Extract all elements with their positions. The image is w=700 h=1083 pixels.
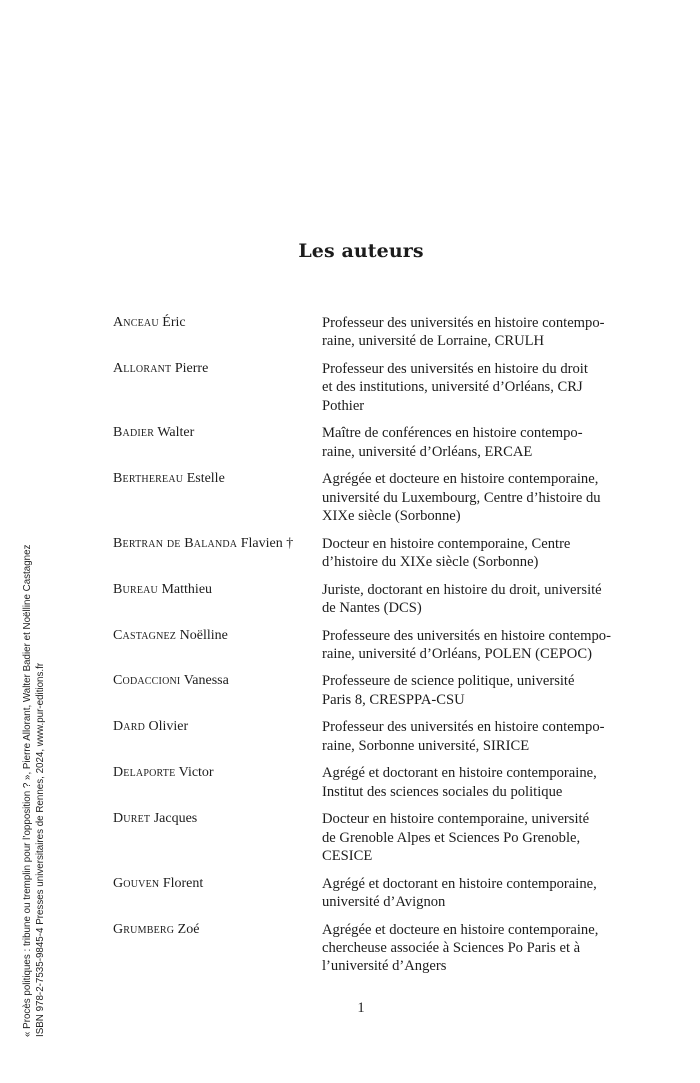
author-surname: Castagnez (113, 627, 177, 643)
page-title: Les auteurs (298, 240, 424, 262)
author-surname: Anceau (113, 315, 159, 330)
author-entry (113, 424, 613, 461)
author-given-name: Éric (162, 315, 186, 330)
author-entry (113, 810, 613, 865)
author-entry (113, 875, 613, 912)
affiliation-line: Professeure de science politique, université (322, 673, 575, 690)
author-affiliation (322, 810, 611, 865)
author-given-name: Victor (178, 765, 214, 781)
affiliation-line: raine, université d’Orléans, ERCAE (322, 443, 533, 460)
affiliation-line: Professeur des universités en histoire du droit (322, 360, 588, 377)
affiliation-line: Professeur des universités en histoire contempo- (322, 719, 605, 736)
author-given-name: Walter (157, 425, 195, 441)
affiliation-line: Agrégée et docteure en histoire contemporaine, (322, 921, 599, 938)
author-given-name: Matthieu (161, 581, 213, 597)
author-name (113, 672, 322, 709)
affiliation-line: université du Luxembourg, Centre d’histoire du (322, 489, 601, 506)
affiliation-line: Professeure des universités en histoire contempo- (322, 627, 611, 644)
affiliation-line: de Nantes (DCS) (322, 599, 422, 616)
affiliation-line: l’université d’Angers (322, 958, 447, 975)
affiliation-line: et des institutions, université d’Orléans, CRJ (322, 379, 583, 396)
author-name (113, 424, 322, 461)
author-entry (113, 921, 613, 976)
author-name (113, 581, 322, 618)
affiliation-line: raine, université de Lorraine, CRULH (322, 333, 545, 350)
author-affiliation (322, 764, 611, 801)
author-entry (113, 360, 613, 415)
author-surname: Badier (113, 425, 155, 441)
author-surname: Delaporte (113, 765, 176, 781)
author-entry (113, 764, 613, 801)
author-given-name: Noëlline (179, 627, 228, 643)
author-surname: Dard (113, 719, 146, 735)
author-entry (113, 718, 613, 755)
author-surname: Duret (113, 811, 151, 827)
author-affiliation (322, 581, 611, 618)
author-given-name: Jacques (153, 811, 198, 827)
author-surname: Gouven (113, 875, 160, 891)
author-given-name: Flavien † (240, 535, 294, 551)
author-given-name: Florent (162, 875, 204, 891)
author-surname: Allorant (113, 360, 172, 376)
affiliation-line: Agrégée et docteure en histoire contemporaine, (322, 471, 599, 488)
affiliation-line: Professeur des universités en histoire contempo- (322, 315, 605, 331)
author-affiliation (322, 718, 611, 755)
author-name (113, 535, 322, 572)
author-entry (113, 627, 613, 664)
affiliation-line: de Grenoble Alpes et Sciences Po Grenoble, (322, 829, 581, 846)
author-name (113, 718, 322, 755)
side-note-line-2: ISBN 978-2-7535-9845-4 Presses universitaires de Rennes, 2024, www.pur-editions.fr (34, 662, 46, 1037)
affiliation-line: Juriste, doctorant en histoire du droit, université (322, 581, 602, 598)
author-name (113, 627, 322, 664)
author-given-name: Estelle (186, 471, 225, 487)
author-affiliation (322, 424, 611, 461)
author-name (113, 764, 322, 801)
affiliation-line: Pothier (322, 397, 365, 414)
affiliation-line: université d’Avignon (322, 894, 446, 911)
affiliation-line: XIXe siècle (Sorbonne) (322, 507, 461, 524)
affiliation-line: Docteur en histoire contemporaine, université (322, 811, 590, 828)
author-surname: Codaccioni (113, 673, 181, 689)
author-surname: Grumberg (113, 921, 175, 937)
author-affiliation (322, 921, 611, 976)
side-note-line-1: « Procès politiques : tribune ou tremplin pour l’opposition ? », Pierre Allorant, Walter Badier et Noëlline Castagnez (22, 544, 33, 1037)
author-affiliation (322, 672, 611, 709)
author-affiliation (322, 535, 611, 572)
author-entry (113, 672, 613, 709)
author-affiliation (322, 470, 611, 525)
author-given-name: Olivier (148, 719, 189, 735)
affiliation-line: Paris 8, CRESPPA-CSU (322, 691, 465, 708)
author-affiliation (322, 627, 611, 664)
affiliation-line: raine, Sorbonne université, SIRICE (322, 737, 530, 754)
author-given-name: Zoé (177, 921, 200, 937)
affiliation-line: Institut des sciences sociales du politique (322, 783, 563, 800)
author-affiliation (322, 360, 611, 415)
author-entry (113, 581, 613, 618)
author-name (113, 921, 322, 976)
author-entry (113, 314, 613, 351)
page-number: 1 (357, 1000, 365, 1016)
author-name (113, 360, 322, 415)
affiliation-line: d’histoire du XIXe siècle (Sorbonne) (322, 553, 539, 570)
author-entry (113, 470, 613, 525)
affiliation-line: CESICE (322, 848, 373, 865)
author-surname: Bureau (113, 581, 158, 597)
affiliation-line: Agrégé et doctorant en histoire contemporaine, (322, 875, 597, 892)
author-entry (113, 535, 613, 572)
author-surname: Bertran de Balanda (113, 535, 238, 551)
side-note (22, 477, 47, 1037)
author-given-name: Vanessa (183, 673, 229, 689)
author-name (113, 810, 322, 865)
authors-list (113, 314, 613, 985)
author-affiliation (322, 875, 611, 912)
affiliation-line: chercheuse associée à Sciences Po Paris et à (322, 940, 581, 956)
author-affiliation (322, 314, 611, 351)
affiliation-line: raine, université d’Orléans, POLEN (CEPOC) (322, 645, 592, 662)
author-surname: Berthereau (113, 471, 184, 487)
author-name (113, 470, 322, 525)
author-name (113, 314, 322, 351)
author-name (113, 875, 322, 912)
affiliation-line: Agrégé et doctorant en histoire contemporaine, (322, 765, 597, 782)
affiliation-line: Maître de conférences en histoire contempo- (322, 425, 583, 442)
affiliation-line: Docteur en histoire contemporaine, Centre (322, 535, 571, 552)
author-given-name: Pierre (174, 360, 209, 376)
